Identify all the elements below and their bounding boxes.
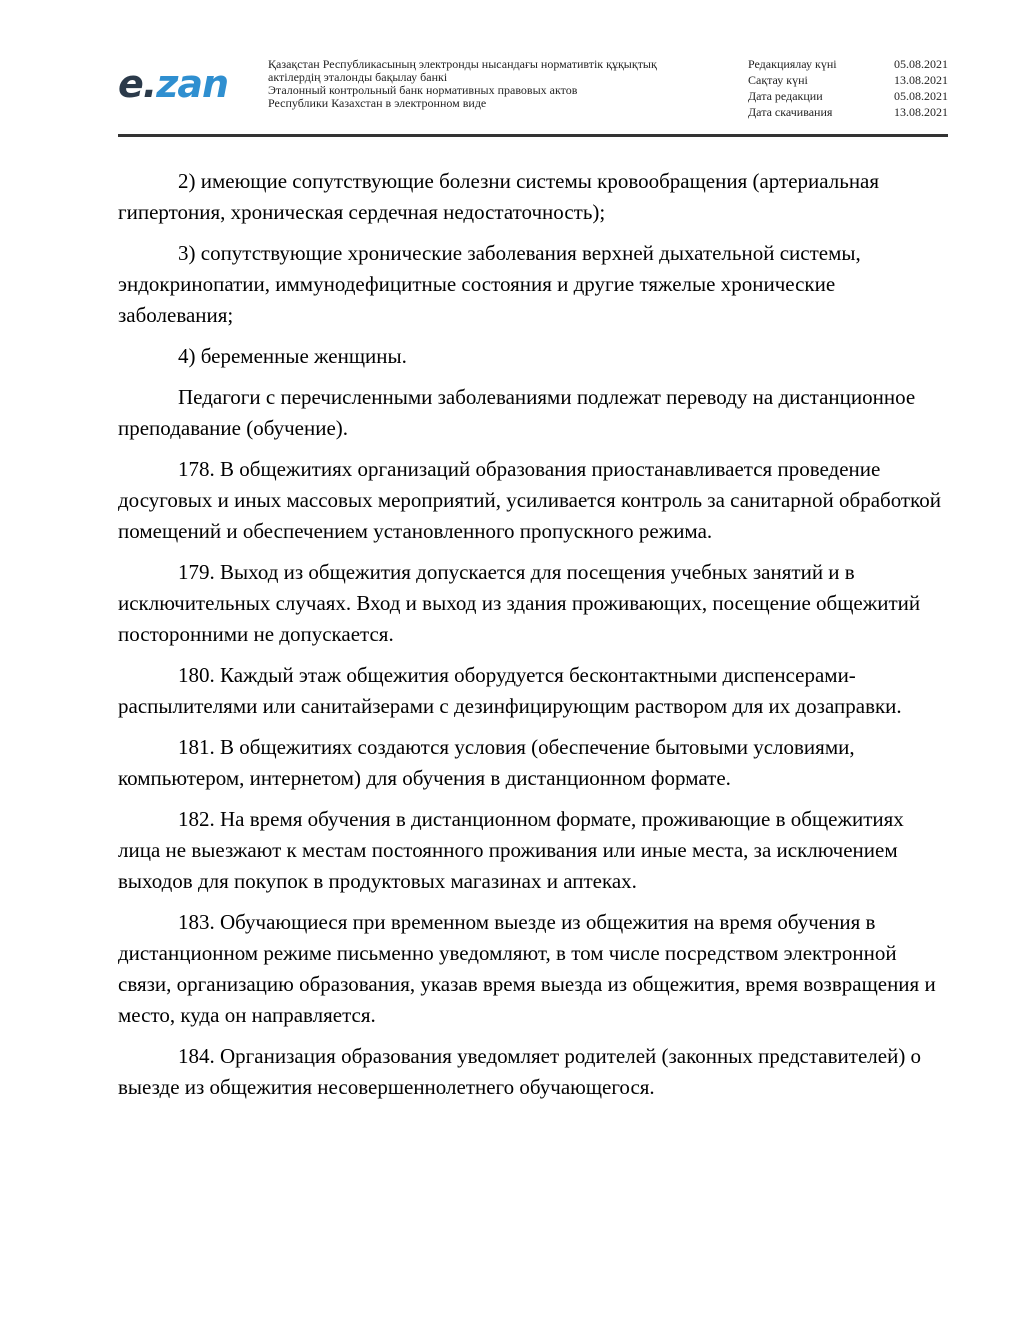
date-row <box>748 72 948 88</box>
org-line: Эталонный контрольный банк нормативных правовых актов <box>268 83 578 97</box>
paragraph: 183. Обучающиеся при временном выезде из общежития на время обучения в дистанционном режиме письменно уведомляют, в том числе посредством электронной связи, организацию образования, указав время выезда из общежития, время возвращения и место, куда он направляется. <box>118 910 936 1027</box>
paragraph: 4) беременные женщины. <box>178 344 407 368</box>
date-label: Дата скачивания <box>748 105 833 119</box>
logo-e-text: e. <box>118 62 157 106</box>
date-value: 13.08.2021 <box>894 73 948 87</box>
logo-zan-text: zan <box>156 62 229 106</box>
paragraph: 178. В общежитиях организаций образования приостанавливается проведение досуговых и иных массовых мероприятий, усиливается контроль за санитарной обработкой помещений и обеспечением установленного пропускного режима. <box>118 457 941 543</box>
header-organization <box>268 58 728 110</box>
date-label: Редакциялау күні <box>748 57 837 71</box>
date-row <box>748 104 948 120</box>
date-row <box>748 88 948 104</box>
date-value: 05.08.2021 <box>894 57 948 71</box>
paragraph: 2) имеющие сопутствующие болезни системы кровообращения (артериальная гипертония, хроническая сердечная недостаточность); <box>118 169 880 224</box>
paragraph: 184. Организация образования уведомляет родителей (законных представителей) о выезде из общежития несовершеннолетнего обучающегося. <box>118 1044 922 1099</box>
paragraph: 179. Выход из общежития допускается для посещения учебных занятий и в исключительных случаях. Вход и выход из здания проживающих, посещение общежитий посторонними не допускается. <box>118 560 921 646</box>
paragraph: 182. На время обучения в дистанционном формате, проживающие в общежитиях лица не выезжают к местам постоянного проживания или иные места, за исключением выходов для покупок в продуктовых магазинах и аптеках. <box>118 807 904 893</box>
paragraph: 181. В общежитиях создаются условия (обеспечение бытовыми условиями, компьютером, интернетом) для обучения в дистанционном формате. <box>118 735 855 790</box>
header-dates <box>748 56 948 120</box>
date-row <box>748 56 948 72</box>
paragraph: 180. Каждый этаж общежития оборудуется бесконтактными диспенсерами-распылителями или санитайзерами с дезинфицирующим раствором для их дозаправки. <box>118 663 902 718</box>
date-value: 05.08.2021 <box>894 89 948 103</box>
org-line: Республики Казахстан в электронном виде <box>268 96 487 110</box>
ezan-logo <box>118 64 228 104</box>
paragraph: Педагоги с перечисленными заболеваниями подлежат переводу на дистанционное преподавание (обучение). <box>118 385 916 440</box>
date-label: Сақтау күні <box>748 73 808 87</box>
date-value: 13.08.2021 <box>894 105 948 119</box>
document-header <box>118 50 948 137</box>
date-label: Дата редакции <box>748 89 823 103</box>
paragraph: 3) сопутствующие хронические заболевания верхней дыхательной системы, эндокринопатии, иммунодефицитные состояния и другие тяжелые хронические заболевания; <box>118 241 861 327</box>
document-body <box>118 166 948 1113</box>
org-line: Қазақстан Республикасының электронды нысандағы нормативтік құқықтық <box>268 57 657 71</box>
org-line: актілердің эталонды бақылау банкі <box>268 70 448 84</box>
